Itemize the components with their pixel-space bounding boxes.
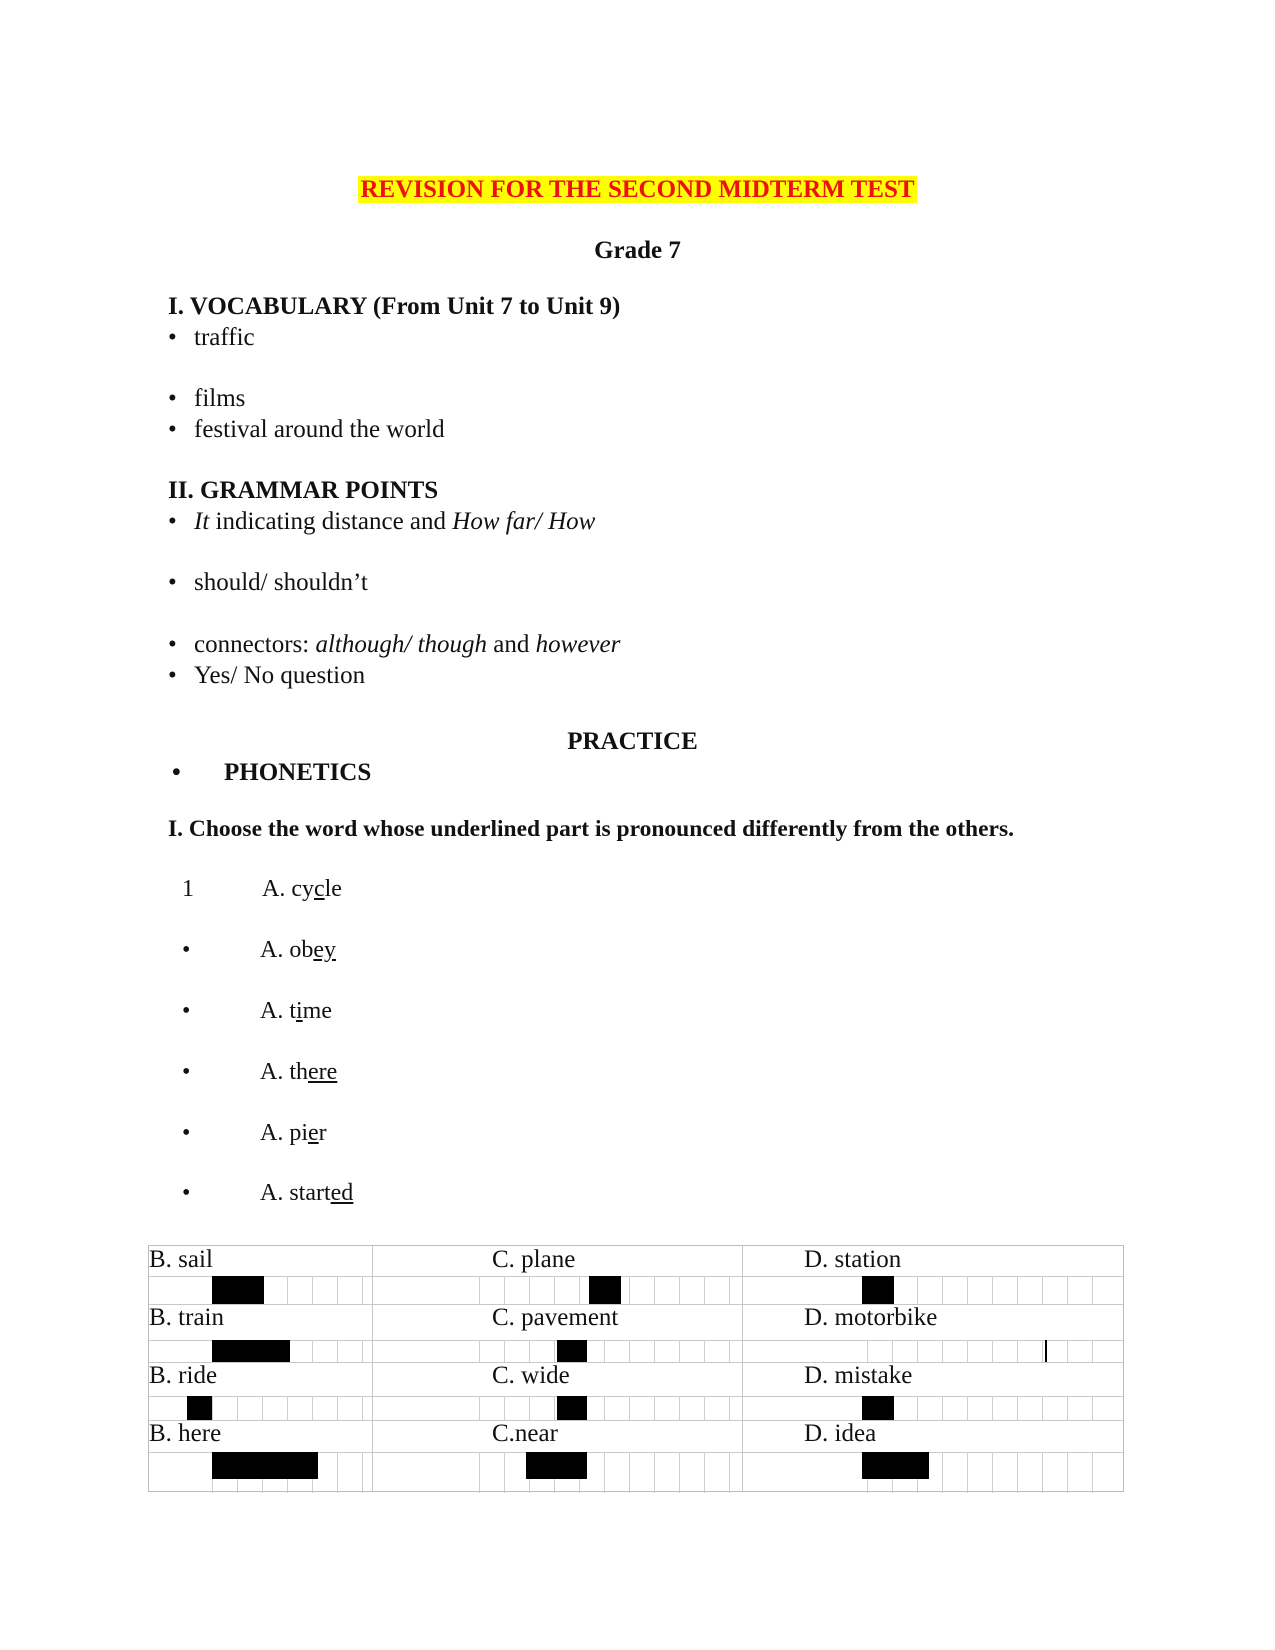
grid-tick bbox=[992, 1340, 993, 1362]
grid-tick bbox=[1092, 1452, 1093, 1493]
practice-heading bbox=[0, 728, 1275, 756]
option-a-text: A. start bbox=[260, 1180, 331, 1206]
grammar-item-text bbox=[194, 631, 620, 659]
grid-tick bbox=[212, 1396, 213, 1420]
option-c: C. wide bbox=[492, 1362, 570, 1389]
grid-tick bbox=[629, 1396, 630, 1420]
grid-tick bbox=[529, 1276, 530, 1304]
bullet: • bbox=[168, 662, 177, 689]
grid-tick bbox=[892, 1340, 893, 1362]
grid-tick bbox=[529, 1396, 530, 1420]
option-a bbox=[260, 1120, 327, 1147]
grid-tick bbox=[337, 1340, 338, 1362]
grid-tick bbox=[704, 1340, 705, 1362]
grid-tick bbox=[729, 1340, 730, 1362]
grid-tick bbox=[312, 1276, 313, 1304]
italic-how-far: How far/ How bbox=[452, 508, 596, 535]
grid-tick bbox=[1042, 1340, 1043, 1362]
grid-tick bbox=[262, 1396, 263, 1420]
grid-tick bbox=[917, 1396, 918, 1420]
grid-tick bbox=[654, 1340, 655, 1362]
underlined-part: ey bbox=[313, 937, 336, 963]
grid-tick bbox=[917, 1276, 918, 1304]
grid-tick bbox=[504, 1340, 505, 1362]
grid-tick bbox=[1017, 1340, 1018, 1362]
bullet: • bbox=[172, 759, 181, 786]
grid-tick bbox=[362, 1340, 363, 1362]
grid-tick bbox=[554, 1396, 555, 1420]
underlined-part: ed bbox=[330, 1180, 354, 1206]
table-rule bbox=[149, 1396, 1123, 1397]
option-d: D. motorbike bbox=[804, 1304, 938, 1331]
grid-tick bbox=[337, 1276, 338, 1304]
option-b: B. ride bbox=[149, 1362, 218, 1389]
table-column-rule bbox=[742, 1246, 743, 1491]
redaction-block bbox=[212, 1276, 264, 1304]
grid-tick bbox=[237, 1396, 238, 1420]
grid-tick bbox=[529, 1340, 530, 1362]
grammar-item-text: Yes/ No question bbox=[194, 662, 366, 689]
bullet: • bbox=[168, 416, 177, 443]
options-table bbox=[148, 1245, 1124, 1492]
redaction-block bbox=[212, 1340, 290, 1362]
option-c: C.near bbox=[492, 1420, 558, 1447]
option-a-text: A. ob bbox=[260, 937, 314, 963]
grammar-item-text bbox=[194, 508, 595, 536]
option-a bbox=[260, 937, 336, 964]
vocabulary-item-text: films bbox=[194, 385, 246, 412]
grid-tick bbox=[1017, 1396, 1018, 1420]
grid-tick bbox=[287, 1396, 288, 1420]
italic-however: however bbox=[535, 631, 621, 658]
grid-tick bbox=[604, 1340, 605, 1362]
grid-tick bbox=[942, 1340, 943, 1362]
grid-tick bbox=[362, 1276, 363, 1304]
option-a-text: A. th bbox=[260, 1059, 308, 1085]
option-b: B. here bbox=[149, 1420, 222, 1447]
grid-tick bbox=[287, 1276, 288, 1304]
option-a-text-rest: le bbox=[324, 876, 342, 902]
grid-tick bbox=[654, 1452, 655, 1493]
exercise-instruction: I. Choose the word whose underlined part is pronounced differently from the others. bbox=[168, 816, 1015, 842]
vocabulary-item-text: festival around the world bbox=[194, 416, 445, 443]
grid-tick bbox=[704, 1396, 705, 1420]
redaction-block bbox=[557, 1396, 587, 1420]
grid-tick bbox=[992, 1452, 993, 1493]
vocabulary-item-text: traffic bbox=[194, 324, 255, 351]
option-a-text-rest: me bbox=[302, 998, 332, 1024]
option-a bbox=[262, 876, 342, 903]
bullet: • bbox=[168, 385, 177, 412]
question-number: 1 bbox=[182, 876, 194, 902]
grid-tick bbox=[629, 1276, 630, 1304]
grid-tick bbox=[1092, 1396, 1093, 1420]
grid-tick bbox=[337, 1452, 338, 1493]
grid-tick bbox=[867, 1340, 868, 1362]
option-b: B. sail bbox=[149, 1246, 213, 1273]
connector-and: and bbox=[487, 631, 536, 658]
grid-tick bbox=[479, 1276, 480, 1304]
grid-tick bbox=[942, 1276, 943, 1304]
table-rule bbox=[149, 1420, 1123, 1421]
grid-tick bbox=[967, 1452, 968, 1493]
option-a-text: A. t bbox=[260, 998, 296, 1024]
grid-tick bbox=[1067, 1452, 1068, 1493]
option-a-text: A. cy bbox=[262, 876, 314, 902]
document-title bbox=[0, 176, 1275, 204]
grid-tick bbox=[942, 1452, 943, 1493]
grid-tick bbox=[992, 1396, 993, 1420]
option-a-text-rest: r bbox=[318, 1120, 327, 1146]
underlined-part: c bbox=[313, 876, 325, 902]
redaction-block bbox=[1045, 1340, 1047, 1362]
redaction-block bbox=[862, 1452, 929, 1479]
grid-tick bbox=[362, 1396, 363, 1420]
title-highlight: REVISION FOR THE SECOND MIDTERM TEST bbox=[360, 176, 915, 203]
grid-tick bbox=[967, 1396, 968, 1420]
grid-tick bbox=[479, 1452, 480, 1493]
underlined-part: i bbox=[296, 998, 303, 1024]
grammar-item-text: should/ shouldn’t bbox=[194, 569, 368, 596]
grid-tick bbox=[1067, 1396, 1068, 1420]
italic-it: It bbox=[194, 508, 210, 535]
option-c: C. pavement bbox=[492, 1304, 619, 1331]
phonetics-label: PHONETICS bbox=[224, 759, 372, 786]
grid-tick bbox=[362, 1452, 363, 1493]
option-a bbox=[260, 1059, 337, 1086]
grid-tick bbox=[729, 1452, 730, 1493]
redaction-block bbox=[862, 1276, 894, 1304]
grid-tick bbox=[1017, 1452, 1018, 1493]
option-d: D. idea bbox=[804, 1420, 877, 1447]
bullet: • bbox=[182, 1120, 191, 1146]
grid-tick bbox=[679, 1340, 680, 1362]
redaction-block bbox=[526, 1452, 587, 1479]
grid-tick bbox=[729, 1396, 730, 1420]
grammar-item-mid: indicating distance and bbox=[209, 508, 453, 535]
bullet: • bbox=[182, 998, 191, 1024]
grid-tick bbox=[679, 1452, 680, 1493]
bullet: • bbox=[182, 1059, 191, 1085]
grid-tick bbox=[504, 1276, 505, 1304]
italic-although: although/ though bbox=[315, 631, 488, 658]
option-d: D. mistake bbox=[804, 1362, 913, 1389]
grid-tick bbox=[967, 1340, 968, 1362]
bullet: • bbox=[168, 631, 177, 658]
option-b: B. train bbox=[149, 1304, 224, 1331]
grid-tick bbox=[504, 1396, 505, 1420]
table-rule bbox=[149, 1340, 1123, 1341]
table-rule bbox=[149, 1276, 1123, 1277]
bullet: • bbox=[168, 569, 177, 596]
grid-tick bbox=[679, 1396, 680, 1420]
grid-tick bbox=[704, 1276, 705, 1304]
redaction-block bbox=[862, 1396, 894, 1420]
option-c: C. plane bbox=[492, 1246, 576, 1273]
grid-tick bbox=[554, 1340, 555, 1362]
bullet: • bbox=[182, 1180, 191, 1206]
grid-tick bbox=[1042, 1396, 1043, 1420]
grammar-heading: II. GRAMMAR POINTS bbox=[168, 477, 439, 504]
redaction-block bbox=[187, 1396, 212, 1420]
grid-tick bbox=[992, 1276, 993, 1304]
option-a-text: A. pi bbox=[260, 1120, 308, 1146]
grid-tick bbox=[604, 1452, 605, 1493]
bullet: • bbox=[168, 508, 177, 535]
grid-tick bbox=[654, 1396, 655, 1420]
redaction-block bbox=[589, 1276, 621, 1304]
table-column-rule bbox=[372, 1246, 373, 1491]
option-a bbox=[260, 998, 332, 1025]
grid-tick bbox=[679, 1276, 680, 1304]
underlined-part: e bbox=[308, 1120, 319, 1146]
option-a bbox=[260, 1180, 353, 1207]
grid-tick bbox=[554, 1276, 555, 1304]
grid-tick bbox=[312, 1340, 313, 1362]
grid-tick bbox=[654, 1276, 655, 1304]
grid-tick bbox=[629, 1340, 630, 1362]
underlined-part: ere bbox=[308, 1059, 338, 1085]
grid-tick bbox=[1092, 1340, 1093, 1362]
grid-tick bbox=[729, 1276, 730, 1304]
grid-tick bbox=[1042, 1276, 1043, 1304]
practice-heading-text: PRACTICE bbox=[567, 728, 698, 755]
grid-tick bbox=[629, 1452, 630, 1493]
grade-label: Grade 7 bbox=[594, 237, 681, 264]
grid-tick bbox=[479, 1340, 480, 1362]
bullet: • bbox=[182, 937, 191, 963]
option-d: D. station bbox=[804, 1246, 902, 1273]
grid-tick bbox=[917, 1340, 918, 1362]
grid-tick bbox=[579, 1276, 580, 1304]
grid-tick bbox=[1042, 1452, 1043, 1493]
grid-tick bbox=[1067, 1276, 1068, 1304]
redaction-block bbox=[557, 1340, 587, 1362]
redaction-block bbox=[212, 1452, 318, 1479]
table-rule bbox=[149, 1304, 1123, 1305]
grid-tick bbox=[312, 1396, 313, 1420]
grid-tick bbox=[337, 1396, 338, 1420]
grid-tick bbox=[504, 1452, 505, 1493]
vocabulary-heading: I. VOCABULARY (From Unit 7 to Unit 9) bbox=[168, 293, 621, 320]
grid-tick bbox=[479, 1396, 480, 1420]
grid-tick bbox=[942, 1396, 943, 1420]
grid-tick bbox=[967, 1276, 968, 1304]
grid-tick bbox=[704, 1452, 705, 1493]
grid-tick bbox=[1017, 1276, 1018, 1304]
table-rule bbox=[149, 1362, 1123, 1363]
phonetics-heading bbox=[172, 759, 372, 787]
grid-tick bbox=[1067, 1340, 1068, 1362]
connectors-label: connectors: bbox=[194, 631, 316, 658]
grid-tick bbox=[604, 1396, 605, 1420]
grid-tick bbox=[1092, 1276, 1093, 1304]
bullet: • bbox=[168, 324, 177, 351]
